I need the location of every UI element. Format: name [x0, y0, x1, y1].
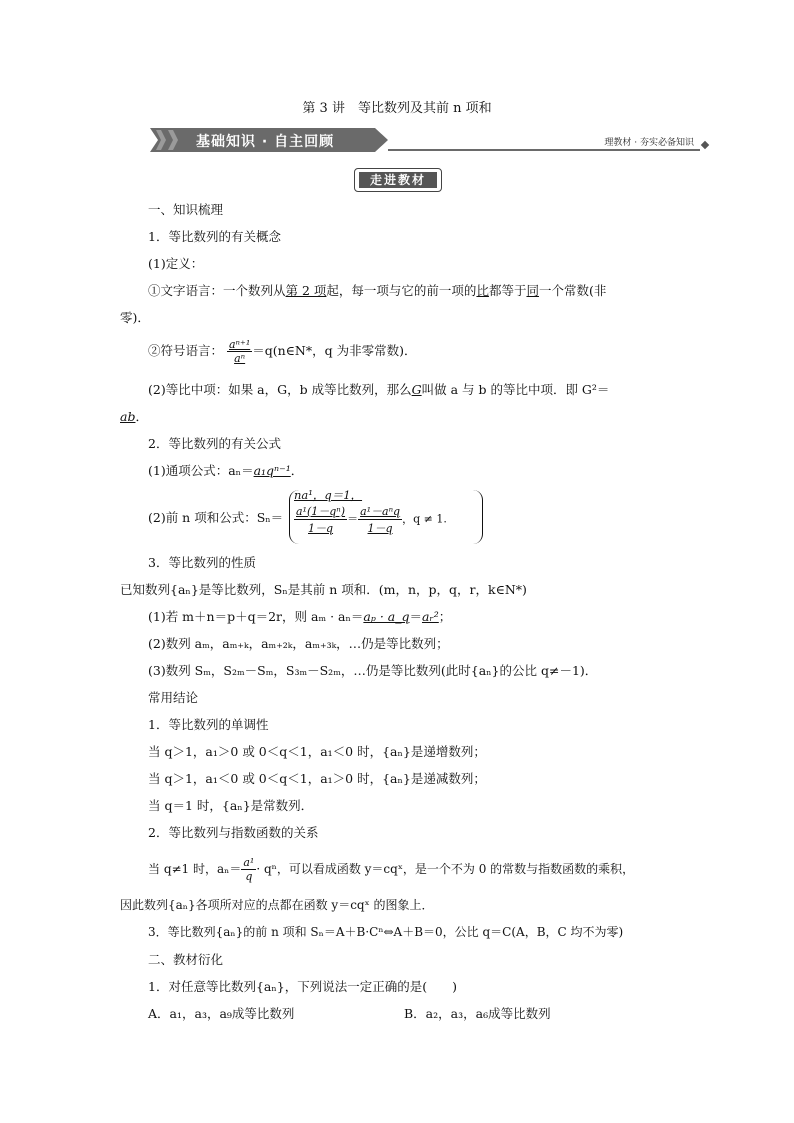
- banner-divider: [388, 149, 700, 151]
- underlined-term: aₚ · a_q: [363, 609, 410, 624]
- text-segment: ＝: [409, 609, 422, 624]
- property-2: (2)数列 aₘ，aₘ₊ₖ，aₘ₊₂ₖ，aₘ₊₃ₖ，…仍是等比数列；: [148, 636, 449, 651]
- monotonic-decreasing: 当 q＞1，a₁＜0 或 0＜q＜1，a₁＞0 时，{aₙ}是递减数列；: [148, 771, 486, 786]
- text-segment: (1)若 m＋n＝p＋q＝2r，则 aₘ · aₙ＝: [148, 609, 364, 624]
- monotonic-increasing: 当 q＞1，a₁＞0 或 0＜q＜1，a₁＜0 时，{aₙ}是递增数列；: [148, 744, 486, 759]
- sum-fraction-2: [358, 503, 402, 536]
- fraction-numerator: a¹(1－qⁿ): [296, 505, 346, 518]
- diamond-icon: [701, 141, 709, 149]
- underlined-term: a₁qⁿ⁻¹: [253, 463, 291, 478]
- heading-textbook: 二、教材衍化: [148, 952, 224, 967]
- text-segment: ．: [290, 463, 304, 478]
- text-segment: ①文字语言：一个数列从: [148, 283, 286, 298]
- sum-form-conclusion: 3．等比数列{aₙ}的前 n 项和 Sₙ＝A＋B·Cⁿ⇔A＋B＝0，公比 q＝C(A，B，C 均不为零): [148, 925, 624, 939]
- underlined-term: na¹，q＝1，: [294, 488, 363, 502]
- text-segment: 都等于: [488, 283, 527, 298]
- geometric-mean-continuation: [120, 407, 148, 425]
- sub-banner-label: 走进教材: [359, 172, 437, 188]
- underlined-term: aᵣ²: [421, 609, 439, 624]
- exponential-relation-line: [148, 856, 634, 883]
- subheading-formulas: 2．等比数列的有关公式: [148, 436, 281, 451]
- option-b: B．a₂，a₃，a₆成等比数列: [404, 1006, 551, 1021]
- symbol-definition-line: [148, 338, 416, 365]
- underlined-term: 比: [476, 283, 489, 298]
- sum-formula-label: (2)前 n 项和公式：Sₙ＝: [148, 510, 284, 525]
- text-segment: 一个常数(非: [538, 283, 607, 298]
- heading-knowledge: 一、知识梳理: [148, 202, 224, 217]
- property-3: (3)数列 Sₘ，S₂ₘ－Sₘ，S₃ₘ－S₂ₘ，…仍是等比数列(此时{aₙ}的公比 q≠－1)．: [148, 663, 598, 678]
- text-segment: ＝: [347, 512, 359, 526]
- text-segment: · qⁿ，可以看成函数 y＝cqˣ，是一个不为 0 的常数与指数函数的乘积，: [256, 862, 635, 876]
- text-segment: (1)通项公式：aₙ＝: [148, 463, 254, 478]
- sum-fraction-1: [294, 503, 347, 536]
- definition-label: (1)定义：: [148, 256, 204, 271]
- sub-banner: [354, 168, 442, 192]
- underlined-term: 第 2 项: [285, 283, 327, 298]
- text-continuation: 零)．: [120, 310, 150, 325]
- fraction-denominator: aⁿ: [234, 352, 246, 365]
- underlined-term: ab: [120, 409, 136, 424]
- general-term-line: [148, 461, 303, 479]
- text-segment: ；: [438, 609, 452, 624]
- text-segment: ②符号语言：: [148, 343, 224, 358]
- underlined-term: G: [411, 382, 422, 397]
- banner-left-label: 基础知识 · 自主回顾: [196, 134, 335, 150]
- subheading-monotonicity: 1．等比数列的单调性: [148, 717, 269, 732]
- text-segment: ．: [135, 409, 148, 424]
- sum-case-1: [294, 487, 362, 503]
- text-segment: ，q ≠ 1.: [402, 512, 447, 526]
- fraction-denominator: 1－q: [308, 522, 334, 535]
- heading-common-conclusions: 常用结论: [148, 690, 199, 705]
- subheading-concepts: 1．等比数列的有关概念: [148, 229, 281, 244]
- section-banner: [150, 128, 708, 154]
- subheading-exponential: 2．等比数列与指数函数的关系: [148, 825, 319, 840]
- text-segment: 起，每一项与它的前一项的: [326, 283, 477, 298]
- geometric-mean-line: [148, 380, 609, 398]
- fraction-numerator: a¹－aⁿq: [360, 505, 401, 518]
- fraction-denominator: 1－q: [367, 522, 393, 535]
- ratio-fraction: [227, 338, 252, 365]
- property-1: [148, 607, 451, 625]
- page-title: 第 3 讲 等比数列及其前 n 项和: [302, 101, 492, 116]
- exponential-continuation: 因此数列{aₙ}各项所对应的点都在函数 y＝cqˣ 的图象上．: [120, 898, 434, 912]
- exponential-fraction: [241, 856, 256, 883]
- fraction-numerator: a¹: [243, 856, 255, 869]
- sum-case-2: [294, 503, 447, 536]
- text-segment: 当 q≠1 时，aₙ＝: [148, 862, 242, 876]
- question-1: 1．对任意等比数列{aₙ}，下列说法一定正确的是( ): [148, 979, 457, 994]
- subheading-properties: 3．等比数列的性质: [148, 555, 256, 570]
- text-segment: 叫做 a 与 b 的等比中项．即 G²＝: [421, 382, 610, 397]
- banner-right-label: 理教材 · 夯实必备知识: [604, 138, 694, 148]
- properties-intro: 已知数列{aₙ}是等比数列，Sₙ是其前 n 项和．(m，n，p，q，r，k∈N*): [120, 582, 527, 597]
- fraction-denominator: q: [245, 870, 253, 883]
- text-segment: (2)等比中项：如果 a，G，b 成等比数列，那么: [148, 382, 412, 397]
- fraction-numerator: aⁿ⁺¹: [229, 338, 251, 351]
- text-definition-line: [148, 281, 606, 299]
- constant-sequence: 当 q＝1 时，{aₙ}是常数列．: [148, 798, 314, 813]
- text-segment: ＝q(n∈N*，q 为非零常数)．: [252, 343, 417, 358]
- underlined-term: 同: [526, 283, 539, 298]
- option-a: A．a₁，a₃，a₉成等比数列: [148, 1006, 295, 1021]
